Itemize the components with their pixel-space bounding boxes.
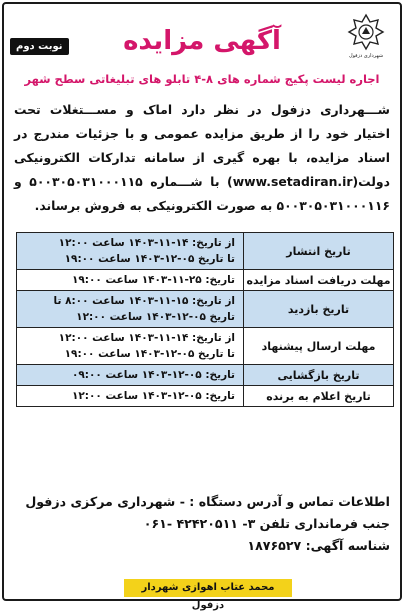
value-line: تاریخ: ۰۵-۱۲-۱۴۰۳ ساعت ۱۲:۰۰ [71,390,235,402]
row-value [17,233,243,269]
value-line: تا تاریخ ۰۵-۱۲-۱۴۰۳ ساعت ۱۹:۰۰ [64,253,235,265]
row-label: تاریخ انتشار [243,233,393,269]
emblem-icon [346,12,386,52]
value-line: تا تاریخ ۰۵-۱۲-۱۴۰۳ ساعت ۱۹:۰۰ [64,348,235,360]
row-value [17,328,243,364]
contact-info [14,491,390,557]
page-subtitle: اجاره لیست پکیج شماره های ۸-۴ تابلو های تبلیغاتی سطح شهر [24,72,380,86]
table-row [17,386,393,406]
table-row [17,233,393,270]
contact-address: اطلاعات تماس و آدرس دستگاه : - شهرداری مرکزی دزفول [25,494,390,509]
municipality-logo [340,12,392,74]
second-round-badge: نوبت دوم [10,38,69,55]
table-row [17,365,393,386]
row-value [17,386,243,406]
table-row [17,328,393,365]
row-value [17,365,243,385]
ad-id: شناسه آگهی: ۱۸۷۶۵۲۷ [247,538,390,553]
row-label: تاریخ اعلام به برنده [243,386,393,406]
advertisement-frame [2,2,402,611]
value-line: از تاریخ: ۱۴-۱۱-۱۴۰۳ ساعت ۱۲:۰۰ [58,332,235,344]
logo-caption: شهرداری دزفول [348,53,384,59]
contact-phone: جنب فرمانداری تلفن ۳- ۴۲۴۲۰۵۱۱ -۰۶۱ [143,516,390,531]
row-label: تاریخ بازدید [243,291,393,327]
page-title: آگهی مزایده [123,26,281,56]
row-label: مهلت ارسال پیشنهاد [243,328,393,364]
row-label: مهلت دریافت اسناد مزایده [243,270,393,290]
value-line: از تاریخ: ۱۵-۱۱-۱۴۰۳ ساعت ۸:۰۰ تا [53,295,235,307]
row-label: تاریخ بازگشایی [243,365,393,385]
value-line: تاریخ: ۰۵-۱۲-۱۴۰۳ ساعت ۰۹:۰۰ [71,369,235,381]
intro-paragraph: شـــهرداری دزفول در نظر دارد اماک و مســـتغلات تحت اختیار خود را از طریق مزایده عمومی و با جزئیات مندرج در اسناد مزایده، با بهره گیری از سامانه تدارکات الکترونیکی دولت(www.setadiran.ir) با شـــماره ۵۰۰۳۰۵۰۳۱۰۰۰۱۱۵ و ۵۰۰۳۰۵۰۳۱۰۰۰۱۱۶ به صورت الکترونیکی به فروش برساند. [14,102,390,213]
row-value [17,291,243,327]
table-row [17,270,393,291]
value-line: تاریخ ۰۵-۱۲-۱۴۰۳ ساعت ۱۲:۰۰ [76,311,235,323]
row-value [17,270,243,290]
schedule-table [16,232,394,407]
mayor-signature-bar: محمد عتاب اهوازی شهردار دزفول [124,579,292,597]
value-line: تاریخ: ۲۵-۱۱-۱۴۰۳ ساعت ۱۹:۰۰ [71,274,235,286]
value-line: از تاریخ: ۱۴-۱۱-۱۴۰۳ ساعت ۱۲:۰۰ [58,237,235,249]
table-row [17,291,393,328]
